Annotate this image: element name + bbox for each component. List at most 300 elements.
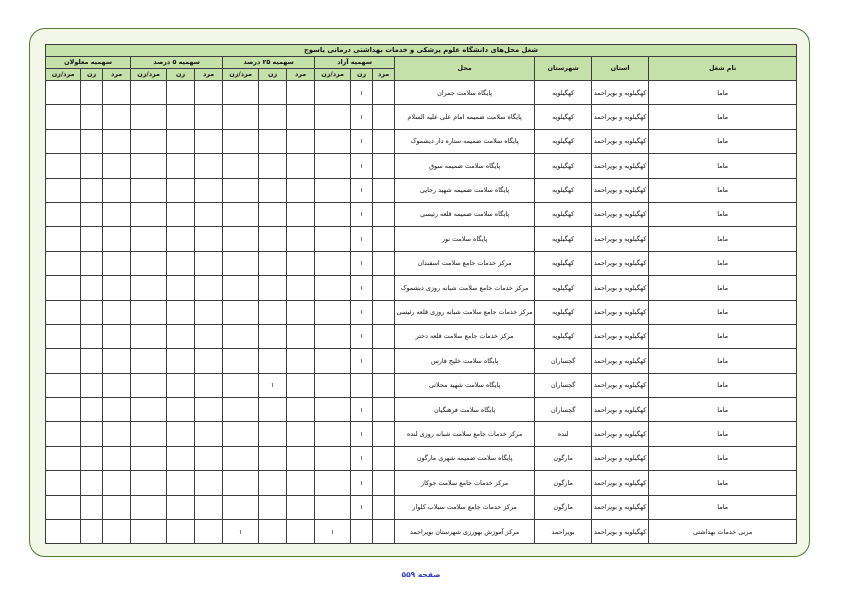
quota-cell [223,495,259,519]
header-place: محل [395,57,535,81]
place-cell: پایگاه سلامت فرهنگیان [395,398,535,422]
city-cell: کهگیلویه [535,105,592,129]
quota-cell [81,276,103,300]
quota-cell [287,202,315,226]
header-female: زن [259,69,287,81]
quota-cell [223,471,259,495]
place-cell: پایگاه سلامت ضمیمه سوق [395,154,535,178]
quota-cell [103,276,131,300]
quota-cell [287,251,315,275]
quota-cell [223,398,259,422]
table-row [46,446,797,470]
quota-cell [315,227,351,251]
quota-cell [103,495,131,519]
quota-cell [373,324,395,348]
header-quota-25: سهمیه ۲۵ درصد [223,57,315,69]
quota-cell [81,300,103,324]
quota-cell [167,398,195,422]
quota-cell [287,471,315,495]
quota-cell [81,349,103,373]
quota-cell [81,251,103,275]
quota-cell [315,471,351,495]
city-cell: کهگیلویه [535,81,592,105]
header-province: استان [592,57,649,81]
quota-cell [46,227,81,251]
quota-cell [131,495,167,519]
quota-cell [167,251,195,275]
job-cell: ماما [649,324,797,348]
job-cell: ماما [649,422,797,446]
quota-cell [373,446,395,470]
quota-cell [103,446,131,470]
quota-cell [46,276,81,300]
city-cell: مارگون [535,495,592,519]
place-cell: مرکز خدمات جامع سلامت شبانه روزی دیشموک [395,276,535,300]
province-cell: کهگیلویه و بویراحمد [592,471,649,495]
quota-cell [287,324,315,348]
table-row [46,227,797,251]
province-cell: کهگیلویه و بویراحمد [592,495,649,519]
quota-cell [46,373,81,397]
quota-cell [103,154,131,178]
quota-cell [315,398,351,422]
quota-cell [46,105,81,129]
quota-cell [315,178,351,202]
header-quota-5: سهمیه ۵ درصد [131,57,223,69]
quota-cell [373,276,395,300]
quota-cell [259,520,287,544]
quota-cell [103,373,131,397]
province-cell: کهگیلویه و بویراحمد [592,398,649,422]
quota-cell [131,129,167,153]
quota-cell [103,471,131,495]
quota-cell: ۱ [351,422,373,446]
quota-cell [287,105,315,129]
header-quota-free: سهمیه آزاد [315,57,395,69]
quota-cell [46,471,81,495]
place-cell: پایگاه سلامت نور [395,227,535,251]
quota-cell [287,81,315,105]
quota-cell [167,154,195,178]
quota-cell [287,349,315,373]
quota-cell [195,251,223,275]
table-row [46,520,797,544]
city-cell: گچساران [535,349,592,373]
quota-cell [373,202,395,226]
quota-cell [167,227,195,251]
quota-cell: ۱ [351,495,373,519]
quota-cell: ۱ [223,520,259,544]
quota-cell [103,81,131,105]
header-female: زن [167,69,195,81]
city-cell: گچساران [535,398,592,422]
quota-cell [103,251,131,275]
quota-cell [195,81,223,105]
quota-cell [131,276,167,300]
quota-cell [46,178,81,202]
quota-cell [223,300,259,324]
quota-cell: ۱ [351,178,373,202]
header-male: مرد [103,69,131,81]
quota-cell [287,276,315,300]
quota-cell [46,300,81,324]
quota-cell [373,373,395,397]
quota-cell [195,227,223,251]
quota-cell [223,81,259,105]
quota-cell [195,276,223,300]
header-male: مرد [373,69,395,81]
quota-cell: ۱ [351,105,373,129]
quota-cell [131,422,167,446]
city-cell: مارگون [535,471,592,495]
quota-cell [259,422,287,446]
quota-cell [131,178,167,202]
place-cell: مرکز خدمات جامع سلامت شبانه روزی قلعه رئیسی [395,300,535,324]
quota-cell [167,300,195,324]
city-cell: بویراحمد [535,520,592,544]
quota-cell [131,300,167,324]
job-cell: ماما [649,495,797,519]
quota-cell [81,422,103,446]
quota-cell [195,324,223,348]
header-female: زن [351,69,373,81]
quota-cell [46,495,81,519]
quota-cell [287,398,315,422]
province-cell: کهگیلویه و بویراحمد [592,105,649,129]
quota-cell [167,202,195,226]
quota-cell [167,446,195,470]
table-row [46,178,797,202]
quota-cell [259,202,287,226]
province-cell: کهگیلویه و بویراحمد [592,300,649,324]
quota-cell [131,227,167,251]
city-cell: کهگیلویه [535,324,592,348]
quota-cell [167,373,195,397]
job-cell: ماما [649,398,797,422]
quota-cell [195,471,223,495]
quota-cell [259,227,287,251]
quota-cell [103,422,131,446]
place-cell: پایگاه سلامت ضمیمه امام علی علیه السلام [395,105,535,129]
job-cell: مربی خدمات بهداشتی [649,520,797,544]
quota-cell [259,398,287,422]
place-cell: پایگاه سلامت جمران [395,81,535,105]
quota-cell [46,349,81,373]
quota-cell [81,105,103,129]
quota-cell [103,300,131,324]
quota-cell [46,446,81,470]
quota-cell [195,446,223,470]
quota-cell [287,422,315,446]
province-cell: کهگیلویه و بویراحمد [592,227,649,251]
quota-cell [103,324,131,348]
quota-cell: ۱ [351,349,373,373]
quota-cell [373,422,395,446]
table-row [46,373,797,397]
quota-cell [287,520,315,544]
quota-cell [81,471,103,495]
quota-cell [167,520,195,544]
quota-cell [373,154,395,178]
quota-cell [259,81,287,105]
job-cell: ماما [649,227,797,251]
quota-cell [259,154,287,178]
quota-cell [131,520,167,544]
quota-cell [46,398,81,422]
quota-cell [223,178,259,202]
quota-cell [259,129,287,153]
quota-cell [81,154,103,178]
quota-cell: ۱ [351,276,373,300]
place-cell: مرکز خدمات جامع سلامت شبانه روزی لنده [395,422,535,446]
quota-cell [315,300,351,324]
job-cell: ماما [649,202,797,226]
quota-cell [351,520,373,544]
quota-cell [131,251,167,275]
quota-cell [259,446,287,470]
job-cell: ماما [649,349,797,373]
quota-cell [131,105,167,129]
header-quota-disabled: سهمیه معلولان [46,57,131,69]
quota-cell [103,520,131,544]
province-cell: کهگیلویه و بویراحمد [592,422,649,446]
quota-cell [195,349,223,373]
quota-cell [373,471,395,495]
quota-cell [223,324,259,348]
place-cell: پایگاه سلامت خلیج فارس [395,349,535,373]
quota-cell [131,373,167,397]
quota-cell [103,398,131,422]
quota-cell [131,398,167,422]
quota-cell: ۱ [351,227,373,251]
table-row [46,154,797,178]
quota-cell [351,373,373,397]
quota-cell [81,520,103,544]
quota-cell: ۱ [351,129,373,153]
job-cell: ماما [649,105,797,129]
quota-cell [167,471,195,495]
place-cell: پایگاه سلامت ضمیمه قلعه رئیسی [395,202,535,226]
header-either: مرد/زن [46,69,81,81]
quota-cell [315,81,351,105]
province-cell: کهگیلویه و بویراحمد [592,276,649,300]
quota-cell: ۱ [351,446,373,470]
city-cell: کهگیلویه [535,276,592,300]
table-row [46,202,797,226]
quota-cell [195,373,223,397]
quota-cell [223,251,259,275]
quota-cell [46,324,81,348]
table-row [46,81,797,105]
header-either: مرد/زن [131,69,167,81]
quota-cell: ۱ [351,324,373,348]
quota-cell [131,471,167,495]
header-job: نام شغل [649,57,797,81]
quota-cell [195,202,223,226]
table-title: شغل محل‌های دانشگاه علوم پزشکی و خدمات بهداشتی درمانی یاسوج [46,45,797,57]
city-cell: گچساران [535,373,592,397]
quota-cell [81,446,103,470]
header-male: مرد [287,69,315,81]
quota-cell [46,520,81,544]
quota-cell [259,349,287,373]
quota-cell [195,398,223,422]
job-cell: ماما [649,471,797,495]
place-cell: پایگاه سلامت ضمیمه شهید رجایی [395,178,535,202]
quota-cell [373,178,395,202]
table-row [46,300,797,324]
job-cell: ماما [649,300,797,324]
quota-cell [131,349,167,373]
quota-cell [373,398,395,422]
quota-cell [81,129,103,153]
quota-cell [223,446,259,470]
job-cell: ماما [649,178,797,202]
place-cell: مرکز خدمات جامع سلامت جوکار [395,471,535,495]
quota-cell [46,251,81,275]
quota-cell [131,446,167,470]
page-number: صفحه ۵۵۹ [401,570,441,579]
job-cell: ماما [649,373,797,397]
quota-cell [315,495,351,519]
table-row [46,129,797,153]
header-female: زن [81,69,103,81]
quota-cell [131,81,167,105]
quota-cell [287,446,315,470]
quota-cell [373,495,395,519]
job-cell: ماما [649,276,797,300]
quota-cell: ۱ [351,202,373,226]
quota-cell [195,300,223,324]
quota-cell [167,276,195,300]
quota-cell [287,154,315,178]
quota-cell [46,81,81,105]
province-cell: کهگیلویه و بویراحمد [592,178,649,202]
quota-cell [81,373,103,397]
quota-cell [259,495,287,519]
quota-cell [103,178,131,202]
quota-cell [195,178,223,202]
province-cell: کهگیلویه و بویراحمد [592,373,649,397]
quota-cell [167,81,195,105]
place-cell: مرکز خدمات جامع سلامت قلعه دختر [395,324,535,348]
city-cell: کهگیلویه [535,154,592,178]
quota-cell [103,227,131,251]
quota-cell [223,373,259,397]
quota-cell [373,349,395,373]
quota-cell [167,324,195,348]
quota-cell [195,129,223,153]
quota-cell [287,495,315,519]
place-cell: مرکز آموزش بهورزی شهرستان بویراحمد [395,520,535,544]
table-row [46,105,797,129]
quota-cell [103,202,131,226]
quota-cell [103,105,131,129]
quota-cell [167,349,195,373]
quota-cell [103,129,131,153]
header-either: مرد/زن [315,69,351,81]
province-cell: کهگیلویه و بویراحمد [592,446,649,470]
job-cell: ماما [649,251,797,275]
city-cell: کهگیلویه [535,202,592,226]
province-cell: کهگیلویه و بویراحمد [592,349,649,373]
quota-cell [315,373,351,397]
quota-cell [315,446,351,470]
quota-cell [373,105,395,129]
province-cell: کهگیلویه و بویراحمد [592,129,649,153]
province-cell: کهگیلویه و بویراحمد [592,251,649,275]
quota-cell [46,129,81,153]
quota-cell [315,154,351,178]
quota-cell: ۱ [351,81,373,105]
province-cell: کهگیلویه و بویراحمد [592,202,649,226]
quota-cell [167,105,195,129]
quota-cell [81,227,103,251]
quota-cell [103,349,131,373]
quota-cell [81,398,103,422]
city-cell: کهگیلویه [535,178,592,202]
quota-cell [259,300,287,324]
quota-cell [195,422,223,446]
table-row [46,422,797,446]
quota-cell [195,154,223,178]
quota-cell [131,324,167,348]
quota-cell [287,178,315,202]
quota-cell [81,202,103,226]
quota-cell [223,227,259,251]
province-cell: کهگیلویه و بویراحمد [592,81,649,105]
quota-cell [315,349,351,373]
quota-cell [223,349,259,373]
quota-cell: ۱ [315,520,351,544]
header-either: مرد/زن [223,69,259,81]
city-cell: کهگیلویه [535,129,592,153]
quota-cell: ۱ [351,300,373,324]
quota-cell [46,422,81,446]
quota-cell: ۱ [259,373,287,397]
place-cell: مرکز خدمات جامع سلامت اسفندان [395,251,535,275]
quota-cell: ۱ [351,251,373,275]
quota-cell [223,105,259,129]
quota-cell [46,202,81,226]
quota-cell [259,105,287,129]
quota-cell [195,520,223,544]
quota-cell [287,227,315,251]
quota-cell [195,105,223,129]
job-cell: ماما [649,81,797,105]
quota-cell [315,202,351,226]
quota-cell [287,300,315,324]
quota-cell [223,129,259,153]
quota-cell [131,202,167,226]
quota-cell [287,129,315,153]
city-cell: کهگیلویه [535,300,592,324]
quota-cell [223,276,259,300]
quota-cell [259,178,287,202]
quota-cell [131,154,167,178]
province-cell: کهگیلویه و بویراحمد [592,154,649,178]
quota-cell [373,300,395,324]
city-cell: لنده [535,422,592,446]
quota-cell: ۱ [351,154,373,178]
table-row [46,471,797,495]
quota-cell [81,495,103,519]
table-row [46,276,797,300]
quota-cell [167,129,195,153]
quota-cell [315,105,351,129]
quota-cell [223,422,259,446]
header-city: شهرستان [535,57,592,81]
